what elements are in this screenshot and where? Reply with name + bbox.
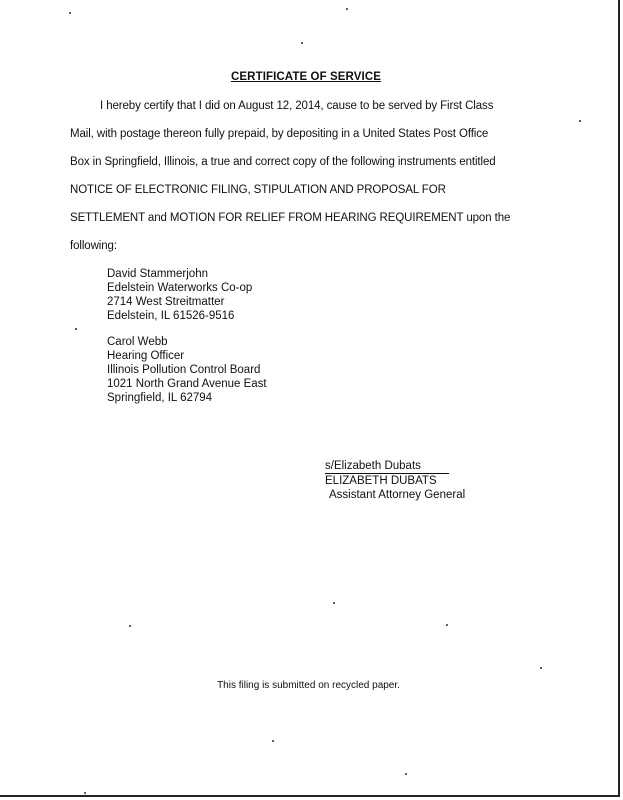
scan-speck <box>69 12 71 14</box>
scan-speck <box>129 625 131 627</box>
scan-speck <box>75 328 77 330</box>
body-line-2: Mail, with postage thereon fully prepaid, by depositing in a United States Post Office <box>70 128 489 140</box>
scan-speck <box>346 8 348 10</box>
recipient-city: Springfield, IL 62794 <box>107 392 213 404</box>
body-line-6: following: <box>70 240 117 252</box>
recipient-street: 2714 West Streitmatter <box>107 296 225 308</box>
recipient-org: Edelstein Waterworks Co-op <box>107 282 253 294</box>
recipient-name: David Stammerjohn <box>107 268 208 280</box>
footer-note: This filing is submitted on recycled paper. <box>217 680 400 691</box>
scan-speck <box>446 624 448 626</box>
signer-name: ELIZABETH DUBATS <box>325 475 437 487</box>
scan-speck <box>301 42 303 44</box>
scan-speck <box>540 667 542 669</box>
scan-speck <box>84 792 86 794</box>
body-line-5: SETTLEMENT and MOTION FOR RELIEF FROM HEARING REQUIREMENT upon the <box>70 212 511 224</box>
signature-block <box>325 459 465 502</box>
signer-title: Assistant Attorney General <box>329 489 466 501</box>
body-line-1: I hereby certify that I did on August 12, 2014, cause to be served by First Class <box>100 100 494 112</box>
recipient-street: 1021 North Grand Avenue East <box>107 378 267 390</box>
scan-speck <box>405 773 407 775</box>
recipient-city: Edelstein, IL 61526-9516 <box>107 310 235 322</box>
recipient-address-2 <box>107 335 267 405</box>
scan-speck <box>333 602 335 604</box>
scan-speck <box>272 740 274 742</box>
signature-line: s/Elizabeth Dubats <box>325 459 449 474</box>
recipient-title: Hearing Officer <box>107 350 185 362</box>
recipient-name: Carol Webb <box>107 336 168 348</box>
recipient-address-1 <box>107 267 252 323</box>
body-line-4: NOTICE OF ELECTRONIC FILING, STIPULATION AND PROPOSAL FOR <box>70 184 446 196</box>
recipient-org: Illinois Pollution Control Board <box>107 364 261 376</box>
scan-speck <box>579 120 581 122</box>
body-line-3: Box in Springfield, Illinois, a true and correct copy of the following instruments entitled <box>70 156 496 168</box>
document-title: CERTIFICATE OF SERVICE <box>230 71 381 83</box>
